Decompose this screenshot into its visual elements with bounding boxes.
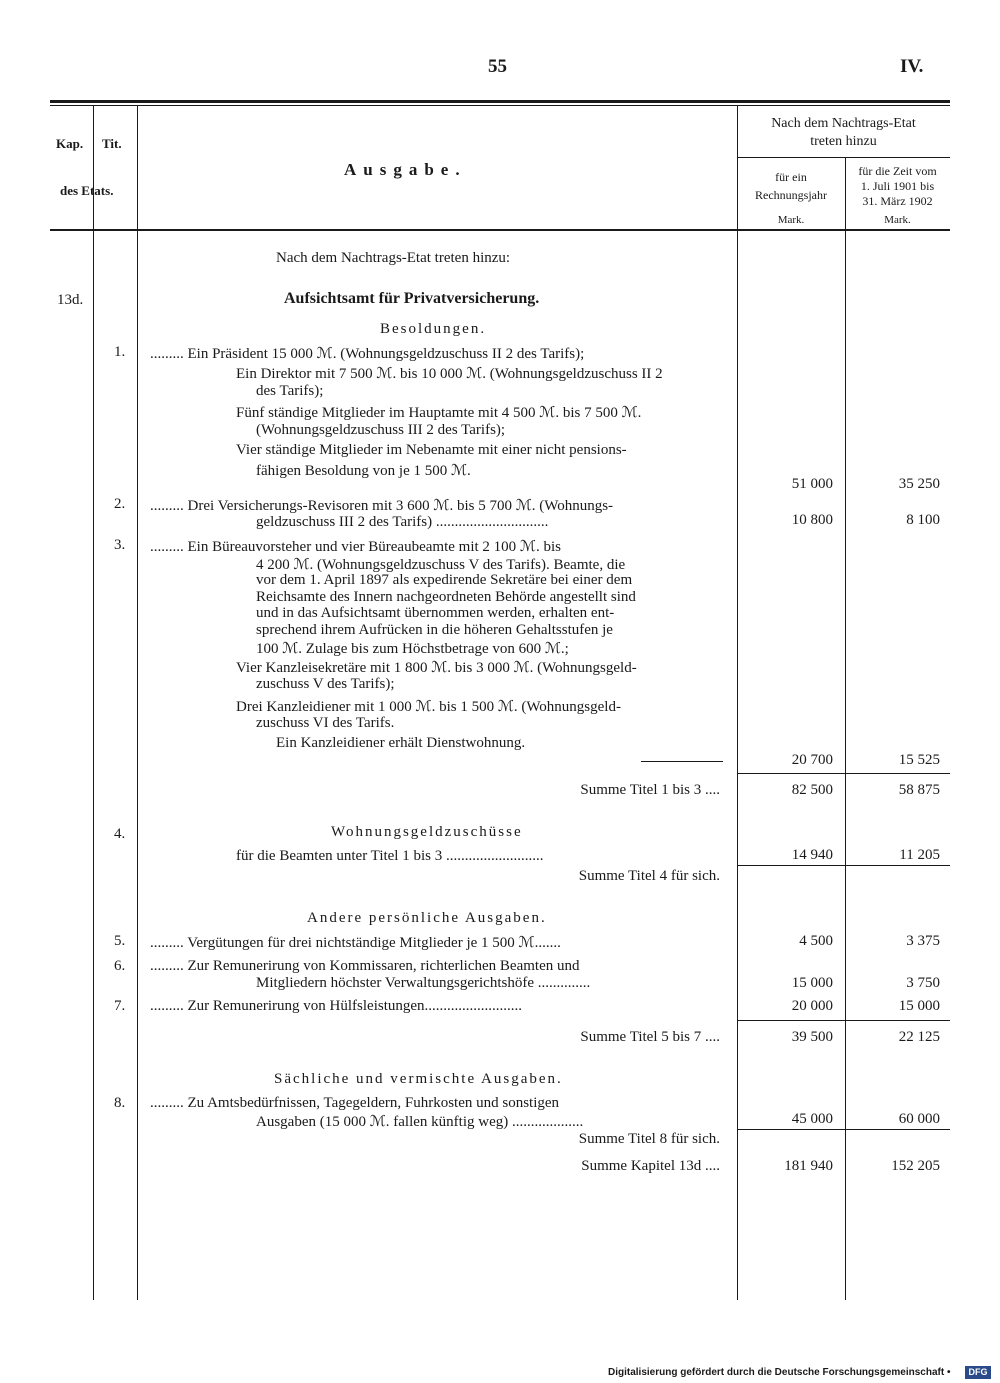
- intro-text: Nach dem Nachtrags-Etat treten hinzu:: [276, 250, 511, 266]
- dfg-logo: DFG: [965, 1366, 991, 1379]
- sum-1-3-value-period: 58 875: [898, 782, 940, 798]
- title-1-line: (Wohnungsgeldzuschuss III 2 des Tarifs);: [256, 422, 506, 438]
- sum-5-7-label: Summe Titel 5 bis 7 ....: [580, 1029, 720, 1045]
- page-number: 55: [488, 56, 507, 77]
- col1-header-2: Rechnungsjahr: [755, 188, 827, 202]
- col-sep-kap: [93, 106, 94, 1300]
- kap-header: Kap.: [56, 136, 84, 151]
- title-1-line: fähigen Besoldung von je 1 500 ℳ.: [256, 463, 471, 479]
- table-title: Ausgabe.: [344, 160, 467, 179]
- title-3-line: Ein Kanzleidiener erhält Dienstwohnung.: [276, 735, 526, 751]
- sum-rule: [737, 1129, 950, 1130]
- title-3-line: vor dem 1. April 1897 als expedirende Sekretäre bei einer dem: [256, 572, 633, 588]
- title-5-line: ......... Vergütungen für drei nichtständige Mitglieder je 1 500 ℳ.......: [150, 935, 561, 951]
- section-andere: Andere persönliche Ausgaben.: [307, 910, 547, 926]
- title-4-line: für die Beamten unter Titel 1 bis 3 ..........................: [236, 848, 544, 864]
- section-saechlich: Sächliche und vermischte Ausgaben.: [274, 1071, 563, 1087]
- col2-unit: Mark.: [884, 214, 911, 226]
- title-3-line: zuschuss VI des Tarifs.: [256, 715, 395, 731]
- title-4-sum-label: Summe Titel 4 für sich.: [578, 868, 720, 884]
- title-8-line: ......... Zu Amtsbedürfnissen, Tagegeldern, Fuhrkosten und sonstigen: [150, 1095, 560, 1111]
- title-1-number: 1.: [114, 344, 126, 360]
- chapter-number: 13d.: [57, 292, 84, 308]
- title-1-line: Vier ständige Mitglieder im Nebenamte mit einer nicht pensions-: [236, 442, 627, 458]
- col-sep-desc: [737, 106, 738, 1300]
- title-1-line: ......... Ein Präsident 15 000 ℳ. (Wohnungsgeldzuschuss II 2 des Tarifs);: [150, 346, 585, 362]
- header-subrule: [737, 157, 950, 158]
- title-7-number: 7.: [114, 998, 126, 1014]
- title-3-value-period: 15 525: [898, 752, 940, 768]
- col-sep-tit: [137, 106, 138, 1300]
- sum-rule: [737, 865, 950, 866]
- title-3-dash: [641, 761, 723, 762]
- title-6-number: 6.: [114, 958, 126, 974]
- tit-header: Tit.: [102, 136, 122, 151]
- col2-header-2: 1. Juli 1901 bis: [860, 179, 935, 193]
- title-6-value-period: 3 750: [906, 975, 940, 991]
- chapter-total-value-year: 181 940: [784, 1158, 833, 1174]
- title-7-value-year: 20 000: [791, 998, 833, 1014]
- title-8-value-year: 45 000: [791, 1111, 833, 1127]
- chapter-title: Aufsichtsamt für Privatversicherung.: [284, 290, 540, 307]
- top-rule-thick: [50, 100, 950, 103]
- title-8-number: 8.: [114, 1095, 126, 1111]
- section-label: IV.: [900, 56, 924, 77]
- title-2-number: 2.: [114, 496, 126, 512]
- title-3-line: zuschuss V des Tarifs);: [256, 676, 395, 692]
- title-1-value-period: 35 250: [898, 476, 940, 492]
- title-2-value-period: 8 100: [906, 512, 940, 528]
- title-3-line: sprechend ihrem Aufrücken in die höheren Gehaltsstufen je: [256, 622, 613, 638]
- sum-1-3-label: Summe Titel 1 bis 3 ....: [580, 782, 720, 798]
- title-3-line: ......... Ein Büreauvorsteher und vier Büreaubeamte mit 2 100 ℳ. bis: [150, 539, 561, 555]
- title-7-value-period: 15 000: [898, 998, 940, 1014]
- title-3-line: Drei Kanzleidiener mit 1 000 ℳ. bis 1 500 ℳ. (Wohnungsgeld-: [236, 699, 621, 715]
- title-4-number: 4.: [114, 826, 126, 842]
- nachtrag-header-1: Nach dem Nachtrags-Etat: [771, 116, 916, 131]
- title-3-line: 4 200 ℳ. (Wohnungsgeldzuschuss V des Tarifs). Beamte, die: [256, 557, 626, 573]
- sum-1-3-value-year: 82 500: [791, 782, 833, 798]
- title-6-line: Mitgliedern höchster Verwaltungsgerichtshöfe ..............: [256, 975, 591, 991]
- title-8-value-period: 60 000: [898, 1111, 940, 1127]
- chapter-total-label: Summe Kapitel 13d ....: [581, 1158, 720, 1174]
- section-besoldungen: Besoldungen.: [380, 321, 487, 337]
- title-3-line: 100 ℳ. Zulage bis zum Höchstbetrage von 600 ℳ.;: [256, 641, 569, 657]
- col2-header-1: für die Zeit vom: [858, 164, 937, 178]
- nachtrag-header-2: treten hinzu: [810, 134, 877, 149]
- title-5-number: 5.: [114, 933, 126, 949]
- footer-credit: Digitalisierung gefördert durch die Deutsche Forschungsgemeinschaft •: [608, 1367, 951, 1378]
- title-6-value-year: 15 000: [791, 975, 833, 991]
- title-3-value-year: 20 700: [791, 752, 833, 768]
- title-2-line: geldzuschuss III 2 des Tarifs) ..............................: [256, 514, 549, 530]
- top-rule-thin: [50, 105, 950, 106]
- title-2-line: ......... Drei Versicherungs-Revisoren mit 3 600 ℳ. bis 5 700 ℳ. (Wohnungs-: [150, 498, 614, 514]
- title-2-value-year: 10 800: [791, 512, 833, 528]
- title-3-line: Reichsamte des Innern nachgeordneten Behörde angestellt sind: [256, 589, 636, 605]
- des-etats-header: des Etats.: [60, 183, 114, 198]
- title-7-line: ......... Zur Remunerirung von Hülfsleistungen..........................: [150, 998, 523, 1014]
- col2-header-3: 31. März 1902: [862, 194, 933, 208]
- title-6-line: ......... Zur Remunerirung von Kommissaren, richterlichen Beamten und: [150, 958, 580, 974]
- title-1-line: des Tarifs);: [256, 383, 324, 399]
- title-1-value-year: 51 000: [791, 476, 833, 492]
- title-5-value-year: 4 500: [799, 933, 833, 949]
- title-8-line: Ausgaben (15 000 ℳ. fallen künftig weg) ...................: [256, 1114, 584, 1130]
- sum-5-7-value-period: 22 125: [898, 1029, 940, 1045]
- title-8-sum-label: Summe Titel 8 für sich.: [578, 1131, 720, 1147]
- title-5-value-period: 3 375: [906, 933, 940, 949]
- title-4-value-year: 14 940: [791, 847, 833, 863]
- title-3-number: 3.: [114, 537, 126, 553]
- chapter-total-value-period: 152 205: [891, 1158, 940, 1174]
- title-1-line: Fünf ständige Mitglieder im Hauptamte mit 4 500 ℳ. bis 7 500 ℳ.: [236, 405, 642, 421]
- title-3-line: und in das Aufsichtsamt übernommen werden, erhalten ent-: [256, 605, 615, 621]
- col1-header-1: für ein: [775, 170, 807, 184]
- sum-5-7-value-year: 39 500: [791, 1029, 833, 1045]
- sum-rule: [737, 773, 950, 774]
- title-3-line: Vier Kanzleisekretäre mit 1 800 ℳ. bis 3 000 ℳ. (Wohnungsgeld-: [236, 660, 637, 676]
- col1-unit: Mark.: [777, 214, 805, 226]
- title-4-value-period: 11 205: [899, 847, 940, 863]
- sum-rule: [737, 1020, 950, 1021]
- header-bottom-rule: [50, 229, 950, 231]
- section-wohnung: Wohnungsgeldzuschüsse: [331, 824, 523, 840]
- title-1-line: Ein Direktor mit 7 500 ℳ. bis 10 000 ℳ. (Wohnungsgeldzuschuss II 2: [236, 366, 663, 382]
